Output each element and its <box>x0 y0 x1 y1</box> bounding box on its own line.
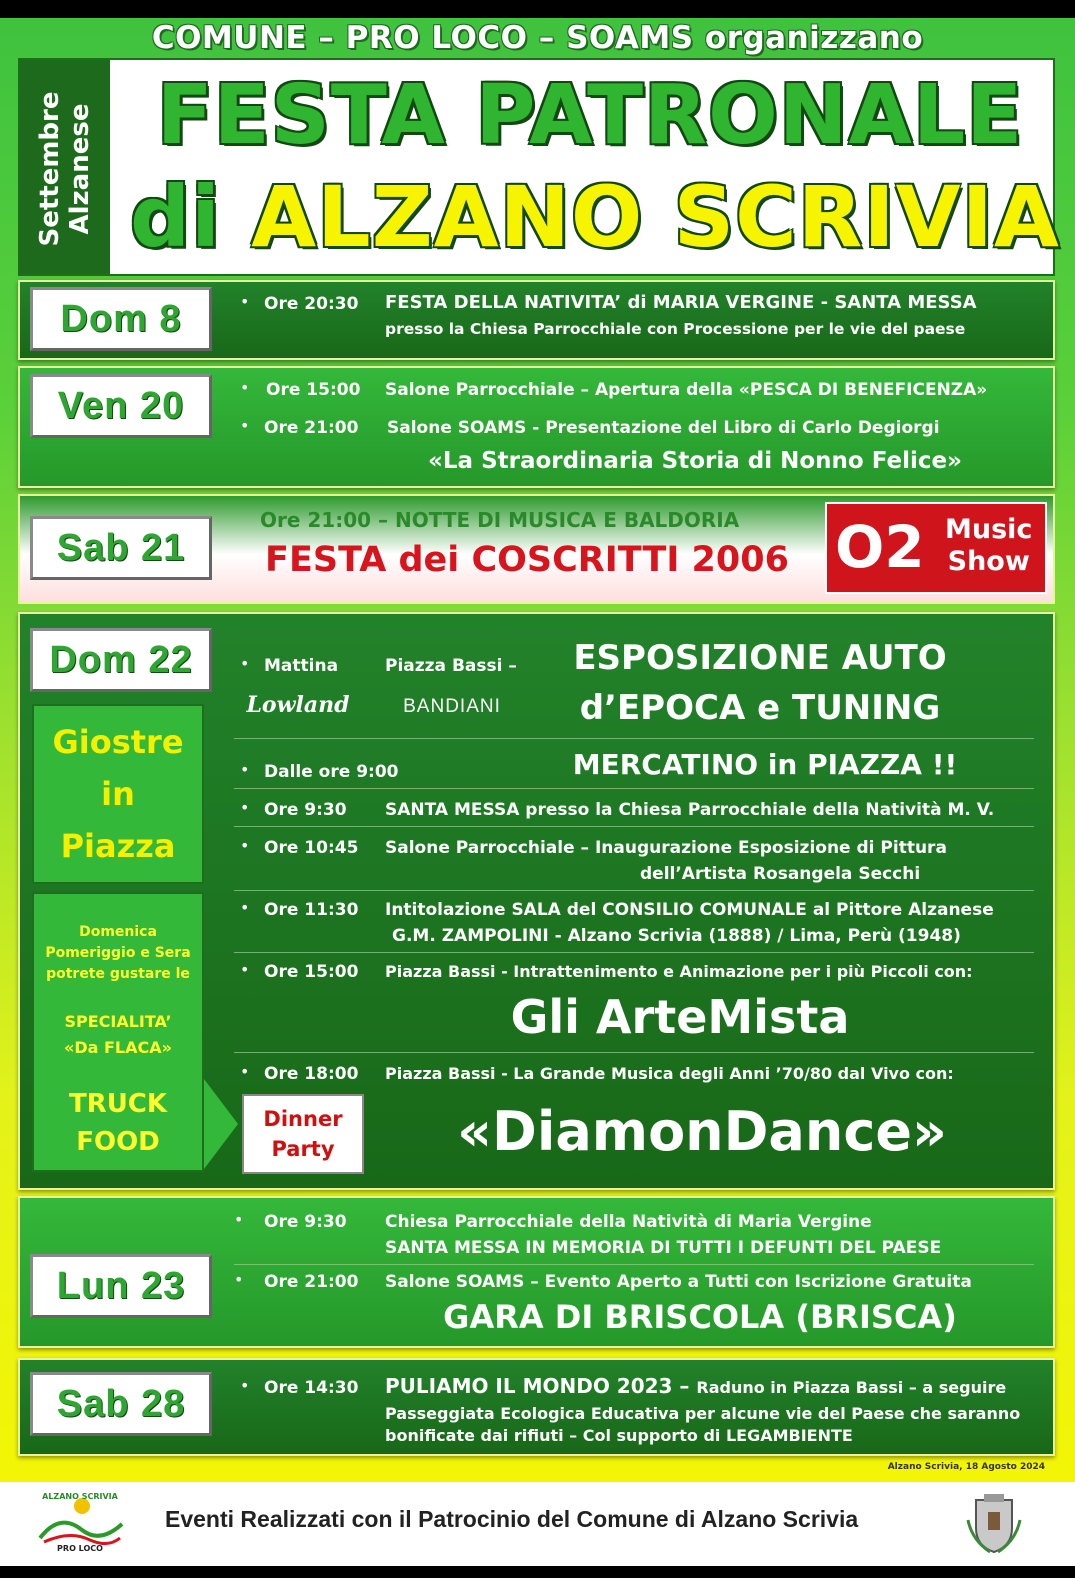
arrow-shape <box>204 1079 238 1169</box>
time-label: Ore 11:30 <box>264 900 359 920</box>
bullet: • <box>240 760 250 779</box>
puliamo-title: PULIAMO IL MONDO 2023 – <box>385 1374 690 1398</box>
giostre-line3: Piazza <box>60 827 176 865</box>
bullet: • <box>240 960 250 979</box>
truck-text: TRUCK <box>68 1089 168 1119</box>
event-sab21 <box>18 494 1055 604</box>
dinner-party-badge <box>242 1094 364 1174</box>
event-text: Salone SOAMS - Presentazione del Libro di Carlo Degiorgi <box>387 418 940 438</box>
coscritti-title: FESTA dei COSCRITTI 2006 <box>265 540 789 580</box>
bullet: • <box>240 1376 250 1395</box>
separator <box>234 952 1034 953</box>
event-text: SANTA MESSA presso la Chiesa Parrocchiale della Natività M. V. <box>385 800 995 820</box>
pro-loco-logo <box>30 1490 130 1556</box>
giostre-box <box>32 704 204 884</box>
event-ven20 <box>18 366 1055 488</box>
time-label: Ore 21:00 <box>264 418 359 438</box>
time-label: Ore 14:30 <box>264 1378 359 1398</box>
party-text: Party <box>271 1137 335 1161</box>
separator <box>234 1264 1034 1265</box>
mercatino-title: MERCATINO in PIAZZA !! <box>572 748 958 781</box>
event-title: FESTA DELLA NATIVITA’ di MARIA VERGINE - SANTA MESSA <box>385 292 977 313</box>
main-title: FESTA PATRONALE <box>156 68 1024 163</box>
time-label: Ore 15:00 <box>264 962 359 982</box>
date-note: Alzano Scrivia, 18 Agosto 2024 <box>887 1462 1045 1472</box>
truck-food <box>34 1061 202 1161</box>
o2-logo-text: O2 <box>835 513 925 581</box>
day-badge-dom22: Dom 22 <box>30 628 212 692</box>
event-text: dell’Artista Rosangela Secchi <box>640 864 921 884</box>
poster <box>0 18 1075 1566</box>
o2-music-show-logo <box>825 502 1047 594</box>
logo-bottom-text: PRO LOCO <box>57 1544 103 1553</box>
side-label <box>20 60 110 274</box>
music-text: Music <box>945 514 1033 545</box>
sub-title-di: di <box>130 168 221 266</box>
time-label: Ore 20:30 <box>264 294 359 314</box>
event-title <box>385 1374 1006 1398</box>
side-label-text <box>35 91 95 246</box>
bullet: • <box>240 1062 250 1081</box>
giostre-line1: Giostre <box>52 723 184 761</box>
time-label: Dalle ore 9:00 <box>264 762 399 782</box>
sab21-top: Ore 21:00 – NOTTE DI MUSICA E BALDORIA <box>260 508 740 532</box>
separator <box>234 890 1034 891</box>
music-show-text <box>945 514 1032 578</box>
artemista-title: Gli ArteMista <box>510 990 850 1044</box>
time-label: Ore 15:00 <box>266 380 361 400</box>
puliamo-rest: Raduno in Piazza Bassi – a seguire <box>696 1378 1007 1397</box>
separator <box>234 1052 1034 1053</box>
expo-line2: d’EPOCA e TUNING <box>579 688 941 728</box>
comune-crest-icon <box>962 1490 1026 1556</box>
specialita-box <box>32 892 204 1172</box>
spec-line4: SPECIALITA’ <box>64 1012 172 1031</box>
bullet: • <box>240 654 250 673</box>
side-label-line2: Alzanese <box>65 103 95 235</box>
bullet: • <box>240 836 250 855</box>
time-label: Ore 21:00 <box>264 1272 359 1292</box>
spec-line3: potrete gustare le <box>46 966 190 982</box>
separator <box>234 788 1034 789</box>
bullet: • <box>240 798 250 817</box>
diamondance-title: «DiamonDance» <box>457 1100 947 1163</box>
book-title: «La Straordinaria Storia di Nonno Felice» <box>428 448 962 474</box>
show-text: Show <box>947 546 1030 577</box>
day-badge-dom8: Dom 8 <box>30 287 212 351</box>
day-badge-sab28: Sab 28 <box>30 1372 212 1436</box>
spec-line2: Pomeriggio e Sera <box>45 945 191 961</box>
footer-text: Eventi Realizzati con il Patrocinio del Comune di Alzano Scrivia <box>165 1506 859 1532</box>
lowland-logo: Lowland <box>246 692 350 718</box>
header-box <box>18 58 1060 276</box>
briscola-title: GARA DI BRISCOLA (BRISCA) <box>443 1298 957 1336</box>
logo-top-text: ALZANO SCRIVIA <box>42 1492 118 1501</box>
specialita-name <box>34 985 202 1061</box>
bullet: • <box>240 416 250 435</box>
event-text: Salone Parrocchiale – Apertura della «PESCA DI BENEFICENZA» <box>385 380 988 400</box>
time-label: Ore 9:30 <box>264 800 347 820</box>
event-text: Salone SOAMS – Evento Aperto a Tutti con Iscrizione Gratuita <box>385 1272 972 1292</box>
bandiani-logo: BANDIANI <box>403 696 501 717</box>
event-sab28 <box>18 1358 1055 1456</box>
event-dom22 <box>18 612 1055 1190</box>
event-text: Salone Parrocchiale – Inaugurazione Esposizione di Pittura <box>385 838 947 858</box>
day-badge-ven20: Ven 20 <box>30 374 212 438</box>
bullet: • <box>240 898 250 917</box>
bullet: • <box>234 1210 244 1229</box>
separator <box>234 738 1034 739</box>
bullet: • <box>234 1270 244 1289</box>
side-label-line1: Settembre <box>35 91 65 247</box>
footer <box>0 1482 1075 1566</box>
day-badge-lun23: Lun 23 <box>30 1254 212 1318</box>
bullet: • <box>240 292 250 311</box>
event-text: Intitolazione SALA del CONSILIO COMUNALE al Pittore Alzanese <box>385 900 994 920</box>
sub-title-place: ALZANO SCRIVIA <box>251 168 1060 266</box>
event-text: SANTA MESSA IN MEMORIA DI TUTTI I DEFUNTI DEL PAESE <box>385 1238 942 1258</box>
event-text: Piazza Bassi - La Grande Musica degli Anni ’70/80 dal Vivo con: <box>385 1064 954 1083</box>
day-badge-sab21: Sab 21 <box>30 516 212 580</box>
specialita-intro <box>34 894 202 985</box>
separator <box>234 826 1034 827</box>
event-text: Piazza Bassi - Intrattenimento e Animazione per i più Piccoli con: <box>385 962 973 981</box>
bullet: • <box>240 378 250 397</box>
time-label: Ore 10:45 <box>264 838 359 858</box>
event-dom8 <box>18 280 1055 360</box>
event-lun23 <box>18 1196 1055 1348</box>
event-detail: presso la Chiesa Parrocchiale con Processione per le vie del paese <box>385 320 966 338</box>
time-label: Mattina <box>264 656 339 676</box>
location-label: Piazza Bassi – <box>385 656 517 676</box>
sub-title <box>130 168 1060 266</box>
time-label: Ore 9:30 <box>264 1212 347 1232</box>
food-text: FOOD <box>76 1127 160 1157</box>
event-text: G.M. ZAMPOLINI - Alzano Scrivia (1888) / Lima, Perù (1948) <box>392 926 961 946</box>
time-label: Ore 18:00 <box>264 1064 359 1084</box>
dinner-text: Dinner <box>263 1107 343 1131</box>
event-text: Passeggiata Ecologica Educativa per alcune vie del Paese che saranno <box>385 1404 1021 1423</box>
spec-line5: «Da FLACA» <box>64 1038 172 1057</box>
event-text: Chiesa Parrocchiale della Natività di Maria Vergine <box>385 1212 872 1232</box>
spec-line1: Domenica <box>79 924 157 940</box>
organizers-line: COMUNE – PRO LOCO – SOAMS organizzano <box>151 20 924 56</box>
event-text: bonificate dai rifiuti – Col supporto di LEGAMBIENTE <box>385 1426 853 1445</box>
expo-line1: ESPOSIZIONE AUTO <box>573 638 947 678</box>
giostre-line2: in <box>101 775 135 813</box>
